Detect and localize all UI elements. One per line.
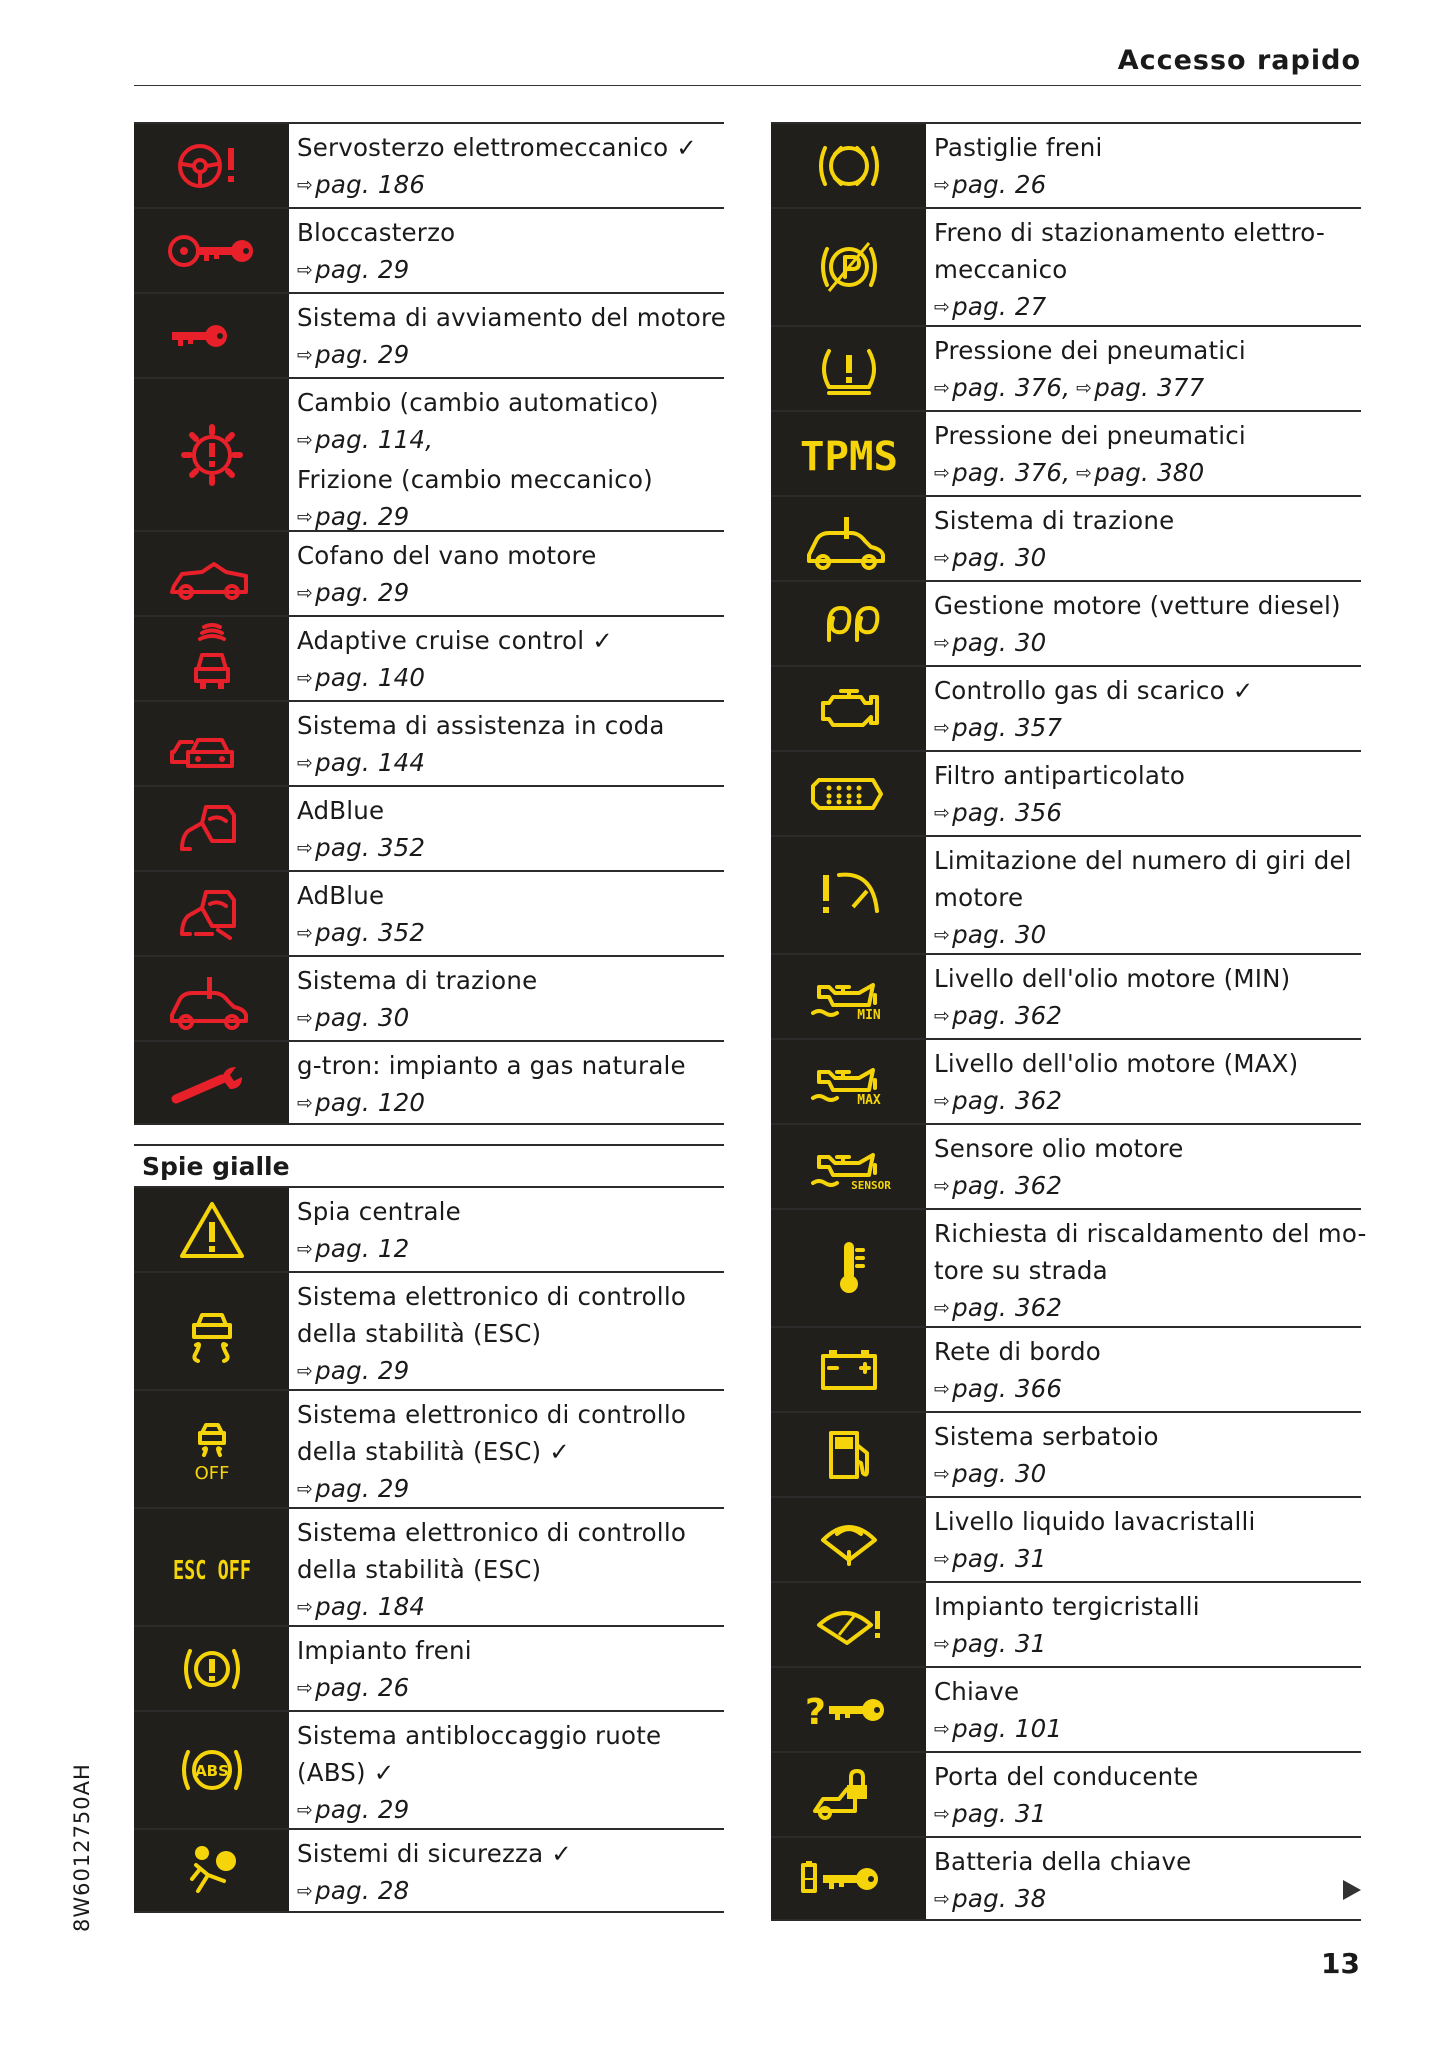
warning-light-row (771, 1496, 1361, 1581)
page-reference-link[interactable]: ⇨pag. 29 (297, 255, 410, 284)
page-reference-link[interactable]: ⇨pag. 30 (934, 920, 1047, 949)
arrow-right-icon: ⇨ (297, 344, 314, 366)
warning-light-label: AdBlue (297, 796, 385, 825)
page-reference-link[interactable]: ⇨pag. 38 (934, 1884, 1047, 1913)
page-reference-link[interactable]: ⇨pag. 377 (1076, 373, 1205, 402)
warning-light-row (771, 1411, 1361, 1496)
warning-light-label: della stabilità (ESC) ✓ (297, 1437, 570, 1466)
page-reference-line (297, 1588, 724, 1628)
page-reference-link[interactable]: ⇨pag. 29 (297, 1356, 410, 1385)
washer-fluid-icon (771, 1498, 926, 1581)
arrow-right-icon: ⇨ (934, 1175, 951, 1197)
page-reference-line (297, 1470, 724, 1510)
document-code: 8W6012750AH (70, 1763, 94, 1932)
page-reference-link[interactable]: ⇨pag. 184 (297, 1592, 426, 1621)
page-reference-line (934, 454, 1361, 494)
warning-light-label: Limitazione del numero di giri del (934, 846, 1352, 875)
steering-warning-icon (134, 124, 289, 207)
arrow-right-icon: ⇨ (297, 1007, 314, 1029)
page-reference-line (934, 916, 1361, 956)
warning-light-row (134, 955, 724, 1040)
oil-sensor-icon (771, 1125, 926, 1208)
warning-light-row (134, 207, 724, 292)
arrow-right-icon: ⇨ (934, 717, 951, 739)
warning-light-description (289, 1391, 724, 1507)
warning-light-label: Sistema serbatoio (934, 1422, 1159, 1451)
warning-light-description (289, 1042, 724, 1123)
arrow-right-icon: ⇨ (297, 837, 314, 859)
warning-light-label: Livello liquido lavacristalli (934, 1507, 1256, 1536)
warning-light-label: Sistema di avviamento del motore (297, 303, 726, 332)
page-reference-link[interactable]: ⇨pag. 186 (297, 170, 426, 199)
warning-light-description (289, 532, 724, 615)
page-reference-line (934, 288, 1361, 328)
warning-light-label: Sistema di trazione (297, 966, 538, 995)
fuel-icon (771, 1413, 926, 1496)
arrow-right-icon: ⇨ (297, 1092, 314, 1114)
page-reference-line (934, 1455, 1361, 1495)
warning-light-label: Pressione dei pneumatici (934, 336, 1246, 365)
warning-light-row (771, 750, 1361, 835)
key-icon (134, 294, 289, 377)
warning-light-label: Livello dell'olio motore (MAX) (934, 1049, 1299, 1078)
arrow-right-icon: ⇨ (297, 429, 314, 451)
warning-light-label: (ABS) ✓ (297, 1758, 395, 1787)
warning-light-label: Chiave (934, 1677, 1020, 1706)
warning-light-label: Cambio (cambio automatico) (297, 388, 659, 417)
svg-text:?: ? (804, 1691, 826, 1733)
svg-text:MIN: MIN (856, 1007, 881, 1023)
warning-light-label: Adaptive cruise control ✓ (297, 626, 613, 655)
page-reference-link[interactable]: ⇨pag. 362 (934, 1001, 1063, 1030)
page-reference-link[interactable]: ⇨pag. 29 (297, 578, 410, 607)
warning-light-description (926, 1210, 1367, 1326)
arrow-right-icon: ⇨ (934, 1297, 951, 1319)
warning-light-label: Sistema di trazione (934, 506, 1175, 535)
warning-light-row (134, 292, 724, 377)
driver-door-icon (771, 1753, 926, 1836)
warning-light-row (771, 410, 1361, 495)
warning-light-row (134, 122, 724, 207)
warning-light-description (926, 1668, 1361, 1751)
brake-system-icon (134, 1627, 289, 1710)
page-reference-link[interactable]: ⇨pag. 101 (934, 1714, 1063, 1743)
warning-light-description (289, 1188, 724, 1271)
arrow-right-icon: ⇨ (297, 1596, 314, 1618)
page-reference-link[interactable]: ⇨pag. 357 (934, 713, 1063, 742)
page-reference-line (297, 166, 724, 206)
arrow-right-icon: ⇨ (934, 1090, 951, 1112)
page-reference-link[interactable]: ⇨pag. 29 (297, 1795, 410, 1824)
warning-light-label: Frizione (cambio meccanico) (297, 465, 653, 494)
warning-light-description (926, 412, 1361, 495)
page-reference-line (934, 1167, 1361, 1207)
warning-triangle-icon (134, 1188, 289, 1271)
svg-text:ESC OFF: ESC OFF (172, 1556, 251, 1586)
page-reference-line (297, 1872, 724, 1912)
warning-light-label: g-tron: impianto a gas naturale (297, 1051, 686, 1080)
warning-light-row (134, 785, 724, 870)
steering-lock-icon (134, 209, 289, 292)
warning-light-description (289, 1712, 724, 1828)
warning-light-label: motore (934, 883, 1024, 912)
warning-light-description (926, 124, 1361, 207)
page-reference-link[interactable]: ⇨pag. 120 (297, 1088, 426, 1117)
warning-light-description (926, 1328, 1361, 1411)
arrow-right-icon: ⇨ (934, 1633, 951, 1655)
yellow-section-title: Spie gialle (134, 1144, 724, 1189)
arrow-right-icon: ⇨ (297, 259, 314, 281)
page-reference-link[interactable]: ⇨pag. 29 (297, 1474, 410, 1503)
svg-text:TPMS: TPMS (799, 433, 898, 480)
arrow-right-icon: ⇨ (297, 1478, 314, 1500)
page-reference-line (934, 1289, 1367, 1329)
page-reference-line (297, 574, 724, 614)
brake-pads-icon (771, 124, 926, 207)
warning-light-label: Sistema elettronico di controllo (297, 1282, 687, 1311)
arrow-right-icon: ⇨ (934, 1803, 951, 1825)
warning-light-description (289, 702, 724, 785)
warning-light-label: Impianto freni (297, 1636, 472, 1665)
warning-light-row (134, 1507, 724, 1625)
page-reference-link[interactable]: ⇨pag. 376, (934, 458, 1071, 487)
yellow-warning-lights-column (134, 1186, 724, 1913)
page-reference-link[interactable]: ⇨pag. 29 (297, 340, 410, 369)
key-unknown-icon (771, 1668, 926, 1751)
page-reference-line (297, 251, 724, 291)
page-reference-line (297, 1669, 724, 1709)
arrow-right-icon: ⇨ (297, 1880, 314, 1902)
page-reference-link[interactable]: ⇨pag. 30 (934, 543, 1047, 572)
warning-light-description (926, 209, 1361, 325)
page-reference-link[interactable]: ⇨pag. 27 (934, 292, 1047, 321)
page-reference-line (934, 1710, 1361, 1750)
svg-text:MAX: MAX (856, 1092, 881, 1108)
warning-light-row (771, 122, 1361, 207)
warning-light-label: Sistema di assistenza in coda (297, 711, 665, 740)
esc-off-symbol-icon (134, 1391, 289, 1507)
key-battery-icon (771, 1838, 926, 1919)
warning-light-description (289, 1509, 724, 1625)
arrow-right-icon: ⇨ (297, 506, 314, 528)
warning-light-row (771, 1038, 1361, 1123)
warning-light-label: Pastiglie freni (934, 133, 1103, 162)
page-reference-link[interactable]: ⇨pag. 29 (297, 502, 410, 531)
arrow-right-icon: ⇨ (297, 1238, 314, 1260)
adblue-icon (134, 787, 289, 870)
yellow-warning-lights-right-column (771, 122, 1367, 1921)
svg-text:SENSOR: SENSOR (850, 1178, 891, 1192)
page-reference-link[interactable]: ⇨pag. 144 (297, 748, 426, 777)
warning-light-description (289, 1273, 724, 1389)
warning-light-description (926, 1583, 1361, 1666)
page-reference-line (934, 1370, 1361, 1410)
tire-pressure-icon (771, 327, 926, 410)
warning-light-label: Sistema elettronico di controllo (297, 1518, 687, 1547)
arrow-right-icon: ⇨ (297, 922, 314, 944)
gearbox-icon (134, 379, 289, 530)
page-reference-line (297, 914, 724, 954)
warning-light-label: Gestione motore (vetture diesel) (934, 591, 1341, 620)
warning-light-row (771, 495, 1361, 580)
warning-light-row (771, 207, 1361, 325)
warning-light-row (771, 1836, 1361, 1921)
adaptive-cruise-icon (134, 617, 289, 700)
arrow-right-icon: ⇨ (297, 1360, 314, 1382)
warning-light-label: Pressione dei pneumatici (934, 421, 1246, 450)
page-reference-line (934, 539, 1361, 579)
warning-light-label: AdBlue (297, 881, 385, 910)
page-reference-line (297, 829, 724, 869)
oil-min-icon (771, 955, 926, 1038)
page-reference-line (934, 166, 1361, 206)
page-reference-line (297, 744, 724, 784)
warning-light-row (771, 953, 1361, 1038)
warning-light-description (289, 209, 724, 292)
arrow-right-icon: ⇨ (934, 1005, 951, 1027)
warning-light-description (926, 955, 1361, 1038)
page-reference-link[interactable]: ⇨pag. 31 (934, 1629, 1047, 1658)
page-reference-line (934, 997, 1361, 1037)
warning-light-label: Servosterzo elettromeccanico ✓ (297, 133, 698, 162)
warning-light-label: meccanico (934, 255, 1068, 284)
warning-light-description (926, 837, 1361, 953)
warning-light-description (926, 1413, 1361, 1496)
warning-light-description (926, 497, 1361, 580)
svg-text:ABS: ABS (194, 1762, 229, 1780)
page-reference-link[interactable]: ⇨pag. 31 (934, 1799, 1047, 1828)
warning-light-row (134, 1710, 724, 1828)
arrow-right-icon: ⇨ (1076, 462, 1093, 484)
page-number: 13 (1321, 1947, 1360, 1980)
wrench-icon (134, 1042, 289, 1123)
adblue-malfunction-icon (134, 872, 289, 955)
warning-light-label: tore su strada (934, 1256, 1108, 1285)
page-reference-link[interactable]: ⇨pag. 31 (934, 1544, 1047, 1573)
svg-text:OFF: OFF (194, 1463, 229, 1484)
page-reference-line (934, 1625, 1361, 1665)
warning-light-row (771, 1326, 1361, 1411)
page-reference-link[interactable]: ⇨pag. 30 (934, 628, 1047, 657)
warning-light-row (771, 1751, 1361, 1836)
page-reference-line (297, 1084, 724, 1124)
page-reference-line (934, 1880, 1361, 1920)
warning-light-row (134, 870, 724, 955)
page-reference-link[interactable]: ⇨pag. 366 (934, 1374, 1063, 1403)
warning-light-row (134, 530, 724, 615)
page-reference-link[interactable]: ⇨pag. 352 (297, 918, 426, 947)
arrow-right-icon: ⇨ (934, 924, 951, 946)
page-reference-line (934, 624, 1361, 664)
page-reference-line (934, 1540, 1361, 1580)
warning-light-description (289, 872, 724, 955)
page-reference-link[interactable]: ⇨pag. 28 (297, 1876, 410, 1905)
warning-light-description (926, 752, 1361, 835)
warning-light-label: Batteria della chiave (934, 1847, 1192, 1876)
arrow-right-icon: ⇨ (934, 547, 951, 569)
page-reference-link[interactable]: ⇨pag. 362 (934, 1171, 1063, 1200)
warning-light-row (771, 1581, 1361, 1666)
page-reference-link[interactable]: ⇨pag. 140 (297, 663, 426, 692)
page-reference-link[interactable]: ⇨pag. 362 (934, 1293, 1063, 1322)
warning-light-description (926, 1838, 1361, 1919)
arrow-right-icon: ⇨ (934, 296, 951, 318)
warning-light-description (289, 1627, 724, 1710)
rpm-limit-icon (771, 837, 926, 953)
arrow-right-icon: ⇨ (934, 1378, 951, 1400)
warning-light-label: Impianto tergicristalli (934, 1592, 1200, 1621)
abs-icon (134, 1712, 289, 1828)
warning-light-row (771, 1123, 1361, 1208)
arrow-right-icon: ⇨ (934, 1718, 951, 1740)
warning-light-description (289, 294, 726, 377)
warning-light-row (134, 1828, 724, 1913)
warning-light-label: Sensore olio motore (934, 1134, 1184, 1163)
arrow-right-icon: ⇨ (297, 1799, 314, 1821)
page-reference-line (297, 1791, 724, 1831)
running-header: Accesso rapido (1117, 45, 1361, 76)
drivetrain-icon (771, 497, 926, 580)
warning-light-label: Spia centrale (297, 1197, 461, 1226)
warning-light-row (134, 700, 724, 785)
warning-light-label: Sistema elettronico di controllo (297, 1400, 687, 1429)
arrow-right-icon: ⇨ (297, 1677, 314, 1699)
warning-light-description (926, 1753, 1361, 1836)
arrow-right-icon: ⇨ (297, 582, 314, 604)
page-reference-link[interactable]: ⇨pag. 380 (1076, 458, 1205, 487)
drivetrain-icon (134, 957, 289, 1040)
page-reference-link[interactable]: ⇨pag. 376, (934, 373, 1071, 402)
arrow-right-icon: ⇨ (934, 1548, 951, 1570)
warning-light-label: Freno di stazionamento elettro- (934, 218, 1325, 247)
page-reference-line (297, 1352, 724, 1392)
warning-light-label: Controllo gas di scarico ✓ (934, 676, 1254, 705)
page-reference-link[interactable]: ⇨pag. 30 (934, 1459, 1047, 1488)
warning-light-label: Rete di bordo (934, 1337, 1101, 1366)
arrow-right-icon: ⇨ (297, 174, 314, 196)
page-reference-line (934, 1082, 1361, 1122)
warning-light-row (134, 1271, 724, 1389)
arrow-right-icon: ⇨ (934, 802, 951, 824)
esc-icon (134, 1273, 289, 1389)
page-reference-link[interactable]: ⇨pag. 356 (934, 798, 1063, 827)
warning-light-row (134, 615, 724, 700)
warning-light-label: Richiesta di riscaldamento del mo- (934, 1219, 1367, 1248)
page-reference-link[interactable]: ⇨pag. 30 (297, 1003, 410, 1032)
arrow-right-icon: ⇨ (934, 1888, 951, 1910)
next-page-arrow-icon (1343, 1880, 1361, 1900)
warning-light-label: Sistemi di sicurezza ✓ (297, 1839, 573, 1868)
thermometer-icon (771, 1210, 926, 1326)
page-reference-link[interactable]: ⇨pag. 362 (934, 1086, 1063, 1115)
warning-light-description (926, 327, 1361, 410)
warning-light-label: Sistema antibloccaggio ruote (297, 1721, 662, 1750)
wiper-icon (771, 1583, 926, 1666)
page-reference-line (297, 336, 726, 376)
warning-light-description (926, 582, 1361, 665)
warning-light-row (134, 1389, 724, 1507)
battery-icon (771, 1328, 926, 1411)
warning-light-row (134, 377, 724, 530)
warning-light-description (926, 667, 1361, 750)
warning-light-label: Livello dell'olio motore (MIN) (934, 964, 1291, 993)
arrow-right-icon: ⇨ (1076, 377, 1093, 399)
warning-light-row (771, 665, 1361, 750)
engine-check-icon (771, 667, 926, 750)
warning-light-label: della stabilità (ESC) (297, 1555, 542, 1584)
esc-off-text-icon (134, 1509, 289, 1625)
oil-max-icon (771, 1040, 926, 1123)
red-warning-lights-column (134, 122, 724, 1125)
arrow-right-icon: ⇨ (934, 174, 951, 196)
page-reference-link[interactable]: ⇨pag. 12 (297, 1234, 410, 1263)
page-reference-link[interactable]: ⇨pag. 26 (297, 1673, 410, 1702)
warning-light-label: Bloccasterzo (297, 218, 456, 247)
warning-light-description (926, 1040, 1361, 1123)
page-reference-link[interactable]: ⇨pag. 26 (934, 170, 1047, 199)
warning-light-label: Porta del conducente (934, 1762, 1199, 1791)
warning-light-row (134, 1625, 724, 1710)
warning-light-row (771, 1666, 1361, 1751)
warning-light-description (289, 787, 724, 870)
warning-light-description (289, 124, 724, 207)
warning-light-row (771, 1208, 1367, 1326)
airbag-icon (134, 1830, 289, 1911)
arrow-right-icon: ⇨ (297, 667, 314, 689)
warning-light-row (134, 1186, 724, 1271)
warning-light-description (289, 957, 724, 1040)
arrow-right-icon: ⇨ (934, 1463, 951, 1485)
warning-light-description (926, 1125, 1361, 1208)
page-reference-line (934, 709, 1361, 749)
page-reference-line (934, 369, 1361, 409)
arrow-right-icon: ⇨ (934, 377, 951, 399)
warning-light-description (289, 617, 724, 700)
warning-light-label: Filtro antiparticolato (934, 761, 1186, 790)
tpms-icon (771, 412, 926, 495)
page-reference-link[interactable]: ⇨pag. 114, (297, 425, 434, 454)
page-reference-link[interactable]: ⇨pag. 352 (297, 833, 426, 862)
warning-light-row (771, 835, 1361, 953)
hood-icon (134, 532, 289, 615)
warning-light-description (926, 1498, 1361, 1581)
warning-light-description (289, 379, 724, 530)
warning-light-row (771, 325, 1361, 410)
arrow-right-icon: ⇨ (934, 462, 951, 484)
warning-light-row (771, 580, 1361, 665)
page-reference-line (297, 999, 724, 1039)
traffic-jam-assist-icon (134, 702, 289, 785)
particulate-filter-icon (771, 752, 926, 835)
warning-light-row (134, 1040, 724, 1125)
warning-light-label: Cofano del vano motore (297, 541, 597, 570)
glow-plug-icon (771, 582, 926, 665)
header-rule (134, 85, 1361, 86)
page-reference-line (934, 1795, 1361, 1835)
page-reference-line (934, 794, 1361, 834)
arrow-right-icon: ⇨ (297, 752, 314, 774)
warning-light-label: della stabilità (ESC) (297, 1319, 542, 1348)
page-reference-line (297, 659, 724, 699)
page-reference-line (297, 1230, 724, 1270)
arrow-right-icon: ⇨ (934, 632, 951, 654)
parking-brake-icon (771, 209, 926, 325)
warning-light-description (289, 1830, 724, 1911)
